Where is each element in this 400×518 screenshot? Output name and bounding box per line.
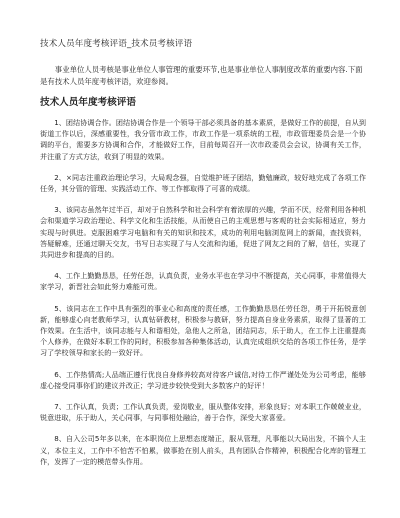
comment-paragraph-5: 5、该同志在工作中具有强烈的事业心和高度的责任感，工作勤勤恳恳任劳任怨，勇于开拓锐意创新，能够虚心向老教师学习，认真钻研教材，积极参与教研，努力提高自身业务素质，取得了显著的工作效果。在生活中，该同志能与人和谐相处，急他人之所急，团结同志，乐于助人，在工作上注重提高个人修养，在做好本职工作的同时，积极参加各种集体活动，认真完成组织交给的各项工作任务，是学习了学校领导和家长的一致好评。 <box>40 303 366 358</box>
comment-paragraph-3: 3、该同志虽然年过半百，却对于自然科学和社会科学有着浓厚的兴趣，学而不厌，经常利用各种机会和渠道学习政治理论、科学文化和生活技能，从而使自己的主观思想与客观的社会实际相适应，努力实现与时俱进。克服困难学习电脑和有关的知识和技术，成功的利用电脑浏览网上的新闻，查找资料，答疑解难，还通过聊天交友，书写日志实现了与人交流和沟通，促进了网友之间的了解，信任，实现了共同进步和提高的目的。 <box>40 205 366 260</box>
section-heading: 技术人员年度考核评语 <box>40 97 136 108</box>
document-title: 技术人员年度考核评语_技术员考核评语 <box>40 39 193 49</box>
comment-paragraph-6: 6、工作热情高;人品端正遵行优良自身修养较高对待客户诚信,对待工作严谨处处为公司考虑，能够虚心接受同事你们的建议并改正；学习进步较快受到大多数客户的好评！ <box>40 369 366 390</box>
comment-paragraph-2: 2、×同志注重政治理论学习，大局观念强，自觉维护班子团结，勤勉廉政，较好地完成了各项工作任务，其分管的管理、实践活动工作、等工作都取得了可喜的成绩。 <box>40 172 366 194</box>
comment-paragraph-4: 4、工作上勤勤恳恳，任劳任怨，认真负责，业务水平也在学习中不断提高，关心同事，非常值得大家学习，新晋社会如此努力难能可贵。 <box>40 271 366 292</box>
intro-paragraph: 事业单位人员考核是事业单位人事管理的重要环节,也是事业单位人事制度改革的重要内容.下面是有技术人员年度考核评语，欢迎参阅。 <box>40 65 363 86</box>
comment-paragraph-1: 1、团结协调合作。团结协调合作是一个领导干部必须具备的基本素质，是做好工作的前提，自从到街道工作以后，深感重要性，我分管市政工作，市政工作是一项系统的工程，市政管理委员会是一个协调的平台，需要多方协调和合作，才能做好工作，目前每周召开一次市政委员会会议，协调有关工作，并注重了方式方法，收到了明显的效果。 <box>40 118 366 161</box>
comment-paragraph-7: 7、工作认真，负责；工作认真负责，爱岗敬业，服从整体安排，形象良好；对本职工作兢兢业业，锐意进取，乐于助人，关心同事，与同事相处融洽，善于合作，深受大家喜爱。 <box>40 402 366 423</box>
comment-paragraph-8: 8、自入公司5年多以来，在本职岗位上思想态度端正，服从管理，凡事能以大局出发，不搞个人主义，本位主义，工作中不怕苦不怕累，做事抢在别人前头，具有团队合作精神，积极配合化库的管理工作，发挥了一定的模范带头作用。 <box>40 434 366 466</box>
